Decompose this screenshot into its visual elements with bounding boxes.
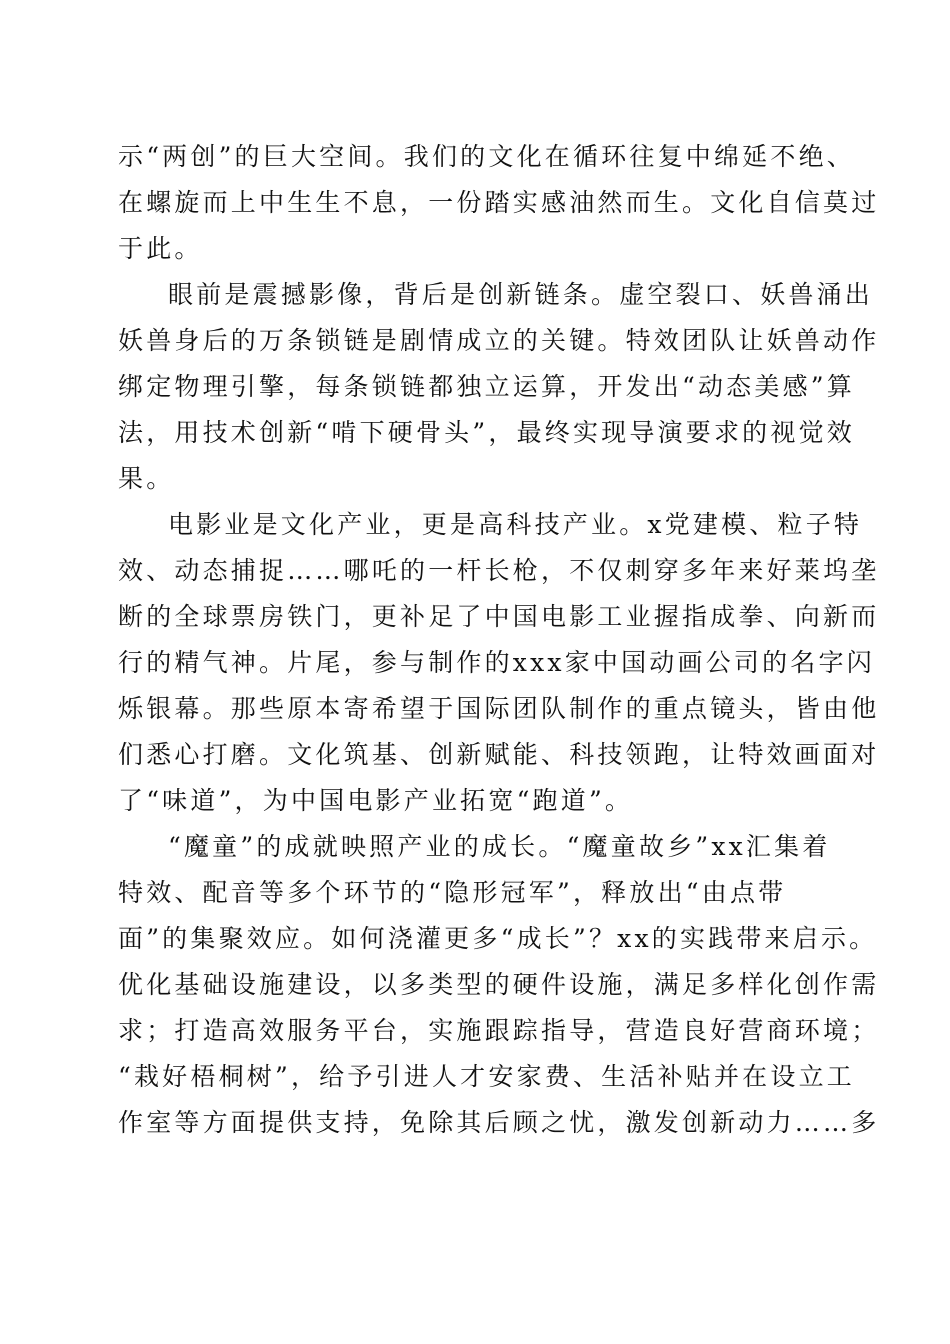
text-line: 电影业是文化产业，更是高科技产业。x党建模、粒子特 [168, 510, 863, 539]
text-line: 作室等方面提供支持，免除其后顾之忧，激发创新动力……多 [118, 1108, 880, 1137]
paragraph-2 [118, 272, 880, 502]
text-line: 效、动态捕捉……哪吒的一杆长枪，不仅刺穿多年来好莱坞垄 [118, 556, 880, 585]
paragraph-4 [118, 824, 880, 1146]
text-line: 妖兽身后的万条锁链是剧情成立的关键。特效团队让妖兽动作 [118, 326, 880, 355]
text-line: 烁银幕。那些原本寄希望于国际团队制作的重点镜头，皆由他 [118, 694, 880, 723]
text-line: 优化基础设施建设，以多类型的硬件设施，满足多样化创作需 [118, 970, 880, 999]
text-line: “栽好梧桐树”，给予引进人才安家费、生活补贴并在设立工 [118, 1062, 855, 1091]
text-line: 于此。 [118, 234, 203, 263]
text-line: 了“味道”，为中国电影产业拓宽“跑道”。 [118, 786, 634, 815]
text-line: 示“两创”的巨大空间。我们的文化在循环往复中绵延不绝、 [118, 142, 855, 171]
paragraph-1 [118, 134, 880, 272]
text-line: 求；打造高效服务平台，实施跟踪指导，营造良好营商环境； [118, 1016, 880, 1045]
text-line: 法，用技术创新“啃下硬骨头”，最终实现导演要求的视觉效 [118, 418, 855, 447]
text-line: 眼前是震撼影像，背后是创新链条。虚空裂口、妖兽涌出 [168, 280, 874, 309]
text-line: 面”的集聚效应。如何浇灌更多“成长”？xx的实践带来启示。 [118, 924, 878, 953]
text-line: 绑定物理引擎，每条锁链都独立运算，开发出“动态美感”算 [118, 372, 855, 401]
text-line: 们悉心打磨。文化筑基、创新赋能、科技领跑，让特效画面对 [118, 740, 880, 769]
text-line: 特效、配音等多个环节的“隐形冠军”，释放出“由点带 [118, 878, 787, 907]
text-line: 果。 [118, 464, 175, 493]
document-page [118, 134, 880, 1146]
paragraph-3 [118, 502, 880, 824]
text-line: “魔童”的成就映照产业的成长。“魔童故乡”xx汇集着 [168, 832, 831, 861]
text-line: 断的全球票房铁门，更补足了中国电影工业握指成拳、向新而 [118, 602, 880, 631]
text-line: 行的精气神。片尾，参与制作的xxx家中国动画公司的名字闪 [118, 648, 875, 677]
text-line: 在螺旋而上中生生不息，一份踏实感油然而生。文化自信莫过 [118, 188, 880, 217]
